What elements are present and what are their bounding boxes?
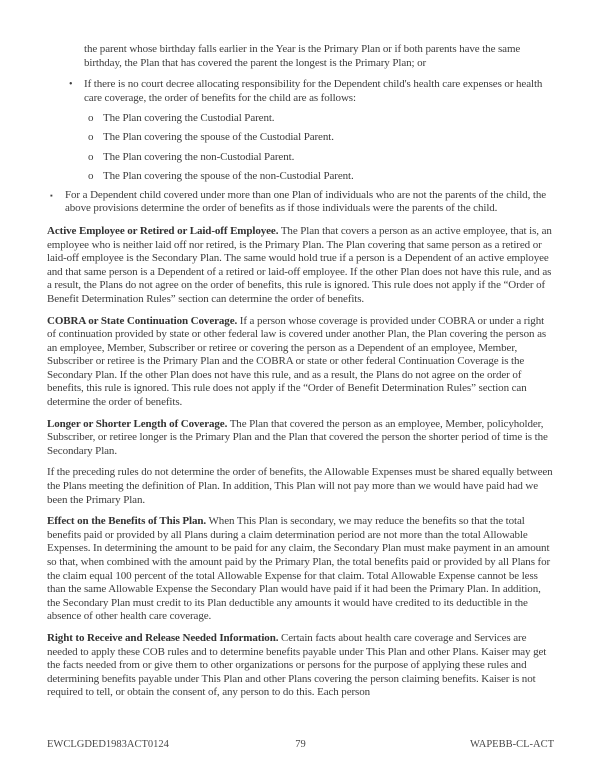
bullet-square-icon: ▪	[50, 190, 53, 200]
section-cobra-continuation	[47, 315, 554, 410]
list-item-text: The Plan covering the non-Custodial Parent.	[103, 150, 295, 163]
page-footer	[47, 738, 554, 752]
list-item-text: The Plan covering the spouse of the Custodial Parent.	[103, 131, 334, 144]
bullet-dot-icon: •	[69, 79, 73, 91]
section-preceding-rules	[47, 466, 554, 507]
bullet-circle-icon: o	[88, 112, 94, 125]
section-heading: Longer or Shorter Length of Coverage.	[47, 417, 228, 430]
section-heading: Right to Receive and Release Needed Information.	[47, 631, 279, 644]
list-item-text: The Plan covering the Custodial Parent.	[103, 112, 275, 125]
section-heading: Active Employee or Retired or Laid-off Employee.	[47, 224, 279, 237]
bullet-circle-icon: o	[88, 150, 94, 163]
bullet-circle-icon: o	[88, 169, 94, 182]
section-body: If a person whose coverage is provided under COBRA or under a right of continuation provided by state or other federal law is covered under another Plan, the Plan covering the person as an employee, Member, Subscriber or retiree or covering the person as a Dependent of an employee, Member, Subscriber or retiree is the Primary Plan and the COBRA or state or other federal Continuation Coverage is the Secondary Plan. If the other Plan does not have this rule, and as a result, the Plans do not agree on the order of benefits, this rule is ignored. This rule does not apply if the “Order of Benefit Determination Rules” section can determine the order of benefits.	[47, 314, 547, 409]
section-body: Certain facts about health care coverage and Services are needed to apply these COB rules and to determine benefits payable under This Plan and other Plans. Kaiser may get the facts needed from or give them to other organizations or persons for the purpose of applying these rules and determining benefits payable under This Plan and other Plans covering the person claiming benefits. Kaiser is not required to tell, or obtain the consent of, any person to do this. Each person	[47, 631, 547, 699]
section-heading: Effect on the Benefits of This Plan.	[47, 515, 207, 528]
footer-page-number: 79	[295, 739, 306, 750]
footer-form-code: WAPEBB-CL-ACT	[470, 739, 554, 750]
section-active-employee	[47, 225, 554, 307]
section-body: The Plan that covered the person as an employee, Member, policyholder, Subscriber, or retiree longer is the Primary Plan and the Plan that covered the person the shorter period of time is the Secondary Plan.	[47, 417, 548, 457]
continuation-paragraph: the parent whose birthday falls earlier in the Year is the Primary Plan or if both parents have the same birthday, the Plan that has covered the parent the longest is the Primary Plan; or	[84, 43, 521, 69]
bullet-item-no-court-decree	[69, 78, 554, 105]
list-item-spouse-non-custodial-parent	[88, 170, 554, 184]
section-body: The Plan that covers a person as an active employee, that is, an employee who is neither laid off nor retired, is the Primary Plan. The Plan covering that same person as a retired or laid-off employee is the Secondary Plan. The same would hold true if a person is a Dependent of an active employee and that same person is a Dependent of a retired or laid-off employee. If the other Plan does not have this rule, and as a result, the Plans do not agree on the order of benefits, this rule is ignored. This rule does not apply if the “Order of Benefit Determination Rules” section can determine the order of benefits.	[47, 224, 552, 305]
section-effect-on-benefits	[47, 515, 554, 624]
section-body: When This Plan is secondary, we may reduce the benefits so that the total benefits paid or provided by all Plans during a claim determination period are not more than the total Allowable Expenses. In determining the amount to be paid for any claim, the Secondary Plan must make payment in an amount so that, when combined with the amount paid by the Primary Plan, the total benefits paid or provided by all Plans for the claim equal 100 percent of the total Allowable Expense for that claim. Total Allowable Expense cannot be less than the same Allowable Expense the Secondary Plan would have paid if it had been the Primary Plan. In addition, the Secondary Plan must credit to its Plan deductible any amounts it would have credited to its deductible in the absence of other health care coverage.	[47, 515, 551, 623]
list-item-text: The Plan covering the spouse of the non-Custodial Parent.	[103, 169, 354, 182]
bullet-text: For a Dependent child covered under more than one Plan of individuals who are not the parents of the child, the above provisions determine the order of benefits as if those individuals were the parents of the child.	[65, 188, 547, 215]
footer-document-code: EWCLGDED1983ACT0124	[47, 739, 169, 750]
section-longer-shorter-coverage	[47, 418, 554, 459]
list-item-spouse-custodial-parent	[88, 131, 554, 145]
bullet-item-dependent-child	[50, 189, 554, 216]
list-item-non-custodial-parent	[88, 151, 554, 165]
section-heading: COBRA or State Continuation Coverage.	[47, 314, 238, 327]
section-right-to-receive	[47, 632, 554, 700]
list-item-custodial-parent	[88, 112, 554, 126]
bullet-circle-icon: o	[88, 131, 94, 144]
bullet-text: If there is no court decree allocating responsibility for the Dependent child's health care expenses or health care coverage, the order of benefits for the child are as follows:	[84, 78, 543, 104]
section-body: If the preceding rules do not determine the order of benefits, the Allowable Expenses must be shared equally between the Plans meeting the definition of Plan. In addition, This Plan will not pay more than we would have paid had we been the Primary Plan.	[47, 466, 553, 506]
